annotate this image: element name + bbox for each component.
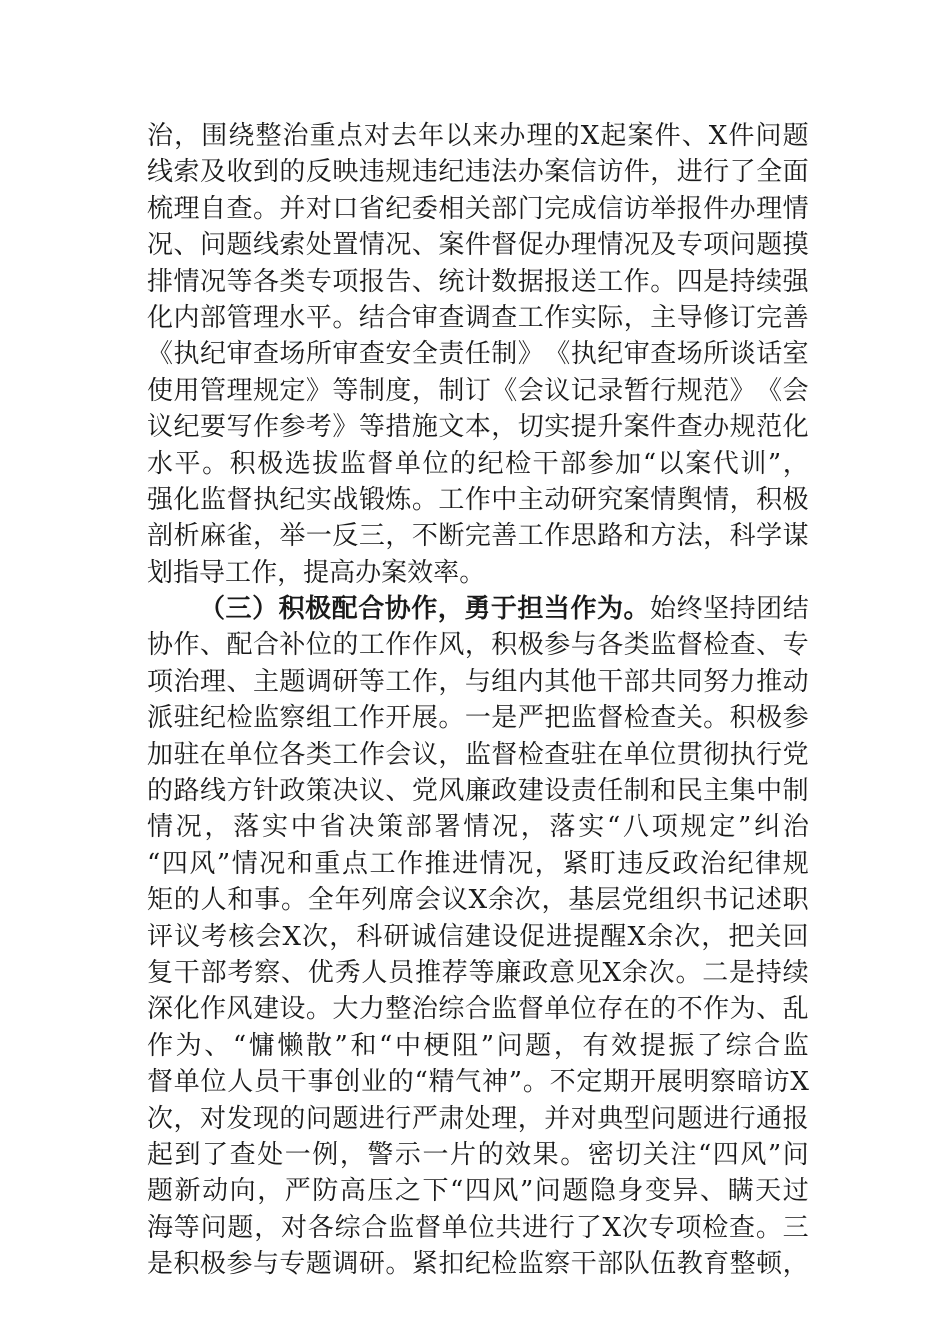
text-line: 排 情 况 等 各 类 专 项 报 告 、 统 计 数 据 报 送 工 作 。 四 是 持 续 强	[147, 266, 809, 297]
text-line: 水 平 。 积 极 选 拔 监 督 单 位 的 纪 检 干 部 参 加 “ 以 案 代 训 ” ，	[147, 448, 809, 479]
text-line: 作 为 、 “ 慵 懒 散 ” 和 “ 中 梗 阻 ” 问 题 ， 有 效 提 振 了 综 合 监	[147, 1030, 809, 1061]
text-line: 《 执 纪 审 查 场 所 审 查 安 全 责 任 制 》 《 执 纪 审 查 场 所 谈 话 室	[147, 339, 809, 370]
text-line: 划 指 导 工 作 ， 提 高 办 案 效 率 。	[147, 557, 486, 588]
text-line: 次 ， 对 发 现 的 问 题 进 行 严 肃 处 理 ， 并 对 典 型 问 题 进 行 通 报	[147, 1103, 809, 1134]
text-line: 化 内 部 管 理 水 平 。 结 合 审 查 调 查 工 作 实 际 ， 主 导 修 订 完 善	[147, 302, 809, 333]
text-line: 的 路 线 方 针 政 策 决 议 、 党 风 廉 政 建 设 责 任 制 和 民 主 集 中 制	[147, 776, 809, 807]
text-line: 派 驻 纪 检 监 察 组 工 作 开 展 。 一 是 严 把 监 督 检 查 关 。 积 极 参	[147, 703, 809, 734]
text-line: 深 化 作 风 建 设 。 大 力 整 治 综 合 监 督 单 位 存 在 的 不 作 为 、 乱	[147, 994, 809, 1025]
section-heading-line: （ 三 ） 积 极 配 合 协 作 ， 勇 于 担 当 作 为 。 始 终 坚 持 团 结	[199, 594, 809, 625]
text-line: 梳 理 自 查 。 并 对 口 省 纪 委 相 关 部 门 完 成 信 访 举 报 件 办 理 情	[147, 193, 809, 224]
text-line: 强 化 监 督 执 纪 实 战 锻 炼 。 工 作 中 主 动 研 究 案 情 舆 情 ， 积 极	[147, 484, 809, 515]
text-line: 矩 的 人 和 事 。 全 年 列 席 会 议 X 余 次 ， 基 层 党 组 织 书 记 述 职	[147, 885, 809, 916]
text-line: 复 干 部 考 察 、 优 秀 人 员 推 荐 等 廉 政 意 见 X 余 次 。 二 是 持 续	[147, 957, 809, 988]
text-line: 协 作 、 配 合 补 位 的 工 作 作 风 ， 积 极 参 与 各 类 监 督 检 查 、 专	[147, 630, 809, 661]
text-line: 治 ， 围 绕 整 治 重 点 对 去 年 以 来 办 理 的 X 起 案 件 、 X 件 问 题	[147, 121, 809, 151]
text-line: 况 、 问 题 线 索 处 置 情 况 、 案 件 督 促 办 理 情 况 及 专 项 问 题 摸	[147, 230, 809, 261]
text-line: 是 积 极 参 与 专 题 调 研 。 紧 扣 纪 检 监 察 干 部 队 伍 教 育 整 顿 ，	[147, 1249, 809, 1280]
text-line: 海 等 问 题 ， 对 各 综 合 监 督 单 位 共 进 行 了 X 次 专 项 检 查 。 三	[147, 1212, 809, 1243]
text-line: 督 单 位 人 员 干 事 创 业 的 “ 精 气 神 ” 。 不 定 期 开 展 明 察 暗 访 X	[147, 1067, 809, 1098]
text-line: 剖 析 麻 雀 ， 举 一 反 三 ， 不 断 完 善 工 作 思 路 和 方 法 ， 科 学 谋	[147, 521, 809, 552]
text-line: 议 纪 要 写 作 参 考 》 等 措 施 文 本 ， 切 实 提 升 案 件 查 办 规 范 化	[147, 412, 809, 443]
text-line: 项 治 理 、 主 题 调 研 等 工 作 ， 与 组 内 其 他 干 部 共 同 努 力 推 动	[147, 666, 809, 697]
text-line: 起 到 了 查 处 一 例 ， 警 示 一 片 的 效 果 。 密 切 关 注 “ 四 风 ” 问	[147, 1139, 809, 1170]
text-line: 线 索 及 收 到 的 反 映 违 规 违 纪 违 法 办 案 信 访 件 ， 进 行 了 全 面	[147, 157, 809, 188]
text-line: 使 用 管 理 规 定 》 等 制 度 ， 制 订 《 会 议 记 录 暂 行 规 范 》 《 会	[147, 375, 809, 406]
text-line: “ 四 风 ” 情 况 和 重 点 工 作 推 进 情 况 ， 紧 盯 违 反 政 治 纪 律 规	[147, 848, 809, 879]
text-line: 情 况 ， 落 实 中 省 决 策 部 署 情 况 ， 落 实 “ 八 项 规 定 ” 纠 治	[147, 812, 809, 843]
text-line: 加 驻 在 单 位 各 类 工 作 会 议 ， 监 督 检 查 驻 在 单 位 贯 彻 执 行 党	[147, 739, 809, 770]
text-line: 评 议 考 核 会 X 次 ， 科 研 诚 信 建 设 促 进 提 醒 X 余 次 ， 把 关 回	[147, 921, 809, 952]
text-line: 题 新 动 向 ， 严 防 高 压 之 下 “ 四 风 ” 问 题 隐 身 变 异 、 瞒 天 过	[147, 1176, 809, 1207]
document-body	[147, 118, 809, 1283]
